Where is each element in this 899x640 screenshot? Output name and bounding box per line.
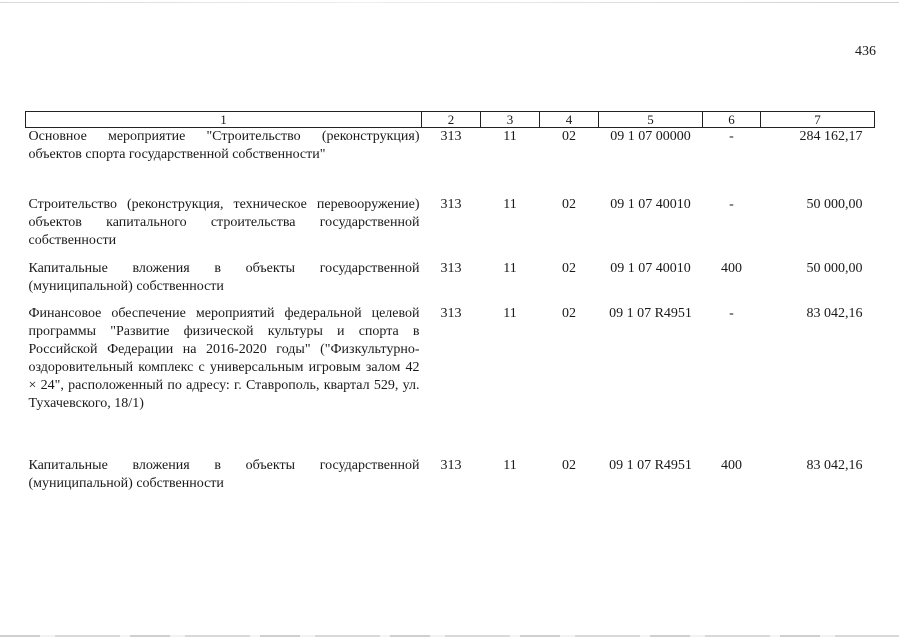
row-target: 09 1 07 R4951 <box>609 457 692 473</box>
row-target: 09 1 07 40010 <box>610 196 691 212</box>
table-row <box>26 128 875 196</box>
row-name: Основное мероприятие "Строительство (реконструкция) объектов спорта государственной собственности" <box>28 129 420 162</box>
row-amount: 83 042,16 <box>806 457 863 473</box>
table-row <box>26 457 875 497</box>
scan-edge-bottom <box>0 635 899 637</box>
header-cell: 2 <box>422 112 481 128</box>
row-ministry: 313 <box>440 260 462 276</box>
row-amount: 83 042,16 <box>806 305 863 321</box>
row-section: 11 <box>503 196 517 212</box>
row-ministry: 313 <box>440 305 462 321</box>
row-subsection: 02 <box>562 196 576 212</box>
row-target: 09 1 07 R4951 <box>609 305 692 321</box>
row-amount: 50 000,00 <box>806 196 863 212</box>
table-row <box>26 305 875 457</box>
row-name: Капитальные вложения в объекты государственной (муниципальной) собственности <box>28 457 420 491</box>
header-cell: 5 <box>599 112 703 128</box>
row-ministry: 313 <box>440 457 462 473</box>
row-target: 09 1 07 40010 <box>610 260 691 276</box>
row-ministry: 313 <box>440 129 462 144</box>
header-cell: 4 <box>540 112 599 128</box>
row-section: 11 <box>503 305 517 321</box>
row-ministry: 313 <box>440 196 462 212</box>
row-name: Финансовое обеспечение мероприятий федеральной целевой программы "Развитие физической культуры и спорта в Российской Федерации на 2016-2020 годы" ("Физкультурно-оздоровительный комплекс с универсальным игровым залом 42 × 24", расположенный по адресу: г. Ставрополь, квартал 529, ул. Тухачевского, 18/1) <box>28 305 420 411</box>
row-target: 09 1 07 00000 <box>610 129 691 144</box>
page-number: 436 <box>855 44 876 59</box>
header-cell: 7 <box>761 112 875 128</box>
row-amount: 284 162,17 <box>799 129 863 144</box>
row-section: 11 <box>503 457 517 473</box>
header-row <box>26 112 875 128</box>
table-row <box>26 260 875 305</box>
budget-table <box>25 111 875 497</box>
row-section: 11 <box>503 129 517 144</box>
row-section: 11 <box>503 260 517 276</box>
row-subsection: 02 <box>562 260 576 276</box>
row-type: - <box>729 196 734 212</box>
table-row <box>26 196 875 260</box>
row-type: 400 <box>721 260 742 276</box>
row-type: - <box>729 129 734 144</box>
row-type: 400 <box>721 457 742 473</box>
row-amount: 50 000,00 <box>806 260 863 276</box>
header-cell: 6 <box>703 112 761 128</box>
row-subsection: 02 <box>562 457 576 473</box>
header-cell: 1 <box>26 112 422 128</box>
row-name: Строительство (реконструкция, техническое перевооружение) объектов капитального строительства государственной собственности <box>28 196 420 248</box>
row-name: Капитальные вложения в объекты государственной (муниципальной) собственности <box>28 260 420 294</box>
scan-edge-top <box>0 2 899 3</box>
row-subsection: 02 <box>562 305 576 321</box>
row-type: - <box>729 305 734 321</box>
row-subsection: 02 <box>562 129 576 144</box>
header-cell: 3 <box>481 112 540 128</box>
